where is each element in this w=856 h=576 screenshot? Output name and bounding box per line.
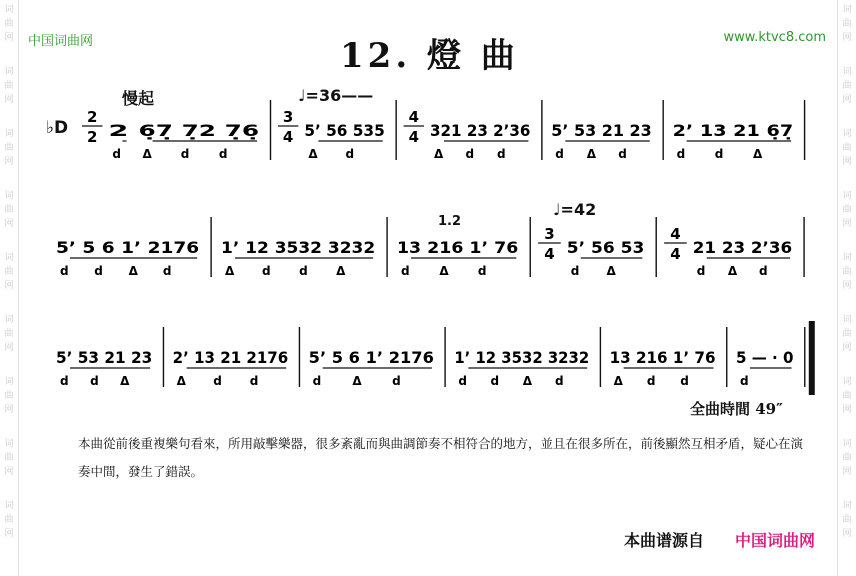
percussion-marker: d bbox=[477, 264, 487, 278]
watermark-char: 词 bbox=[842, 439, 852, 449]
percussion-marker: d bbox=[680, 374, 689, 388]
watermark-char: 曲 bbox=[4, 19, 14, 29]
percussion-marker: d bbox=[213, 374, 222, 388]
time-signature-denominator: 4 bbox=[670, 245, 681, 263]
watermark-char: 网 bbox=[4, 157, 14, 167]
percussion-marker: d bbox=[400, 264, 410, 278]
watermark-char: 曲 bbox=[4, 391, 14, 401]
watermark-char: 网 bbox=[4, 467, 14, 477]
note-group: 5ʼ 56 535 bbox=[304, 121, 385, 140]
time-signature-denominator: 4 bbox=[408, 128, 420, 146]
watermark-char: 词 bbox=[4, 315, 14, 325]
final-barline-thick bbox=[809, 321, 815, 395]
watermark-char: 曲 bbox=[4, 453, 14, 463]
watermark-char: 曲 bbox=[4, 267, 14, 277]
total-time: 全曲時間 49″ bbox=[690, 400, 783, 418]
percussion-marker: d bbox=[262, 264, 271, 278]
percussion-marker: Δ bbox=[225, 264, 235, 278]
percussion-marker: d bbox=[490, 374, 500, 388]
note-group: 5 — · 0 bbox=[735, 348, 794, 367]
percussion-marker: Δ bbox=[142, 147, 152, 161]
site-url-right[interactable]: www.ktvc8.com bbox=[723, 30, 826, 45]
note-group: 321 23 2ʼ36 bbox=[430, 121, 531, 140]
watermark-char: 词 bbox=[842, 191, 852, 201]
watermark-char: 网 bbox=[4, 95, 14, 105]
watermark-char: 网 bbox=[842, 33, 852, 43]
note-group: 1ʼ 12 3532 3232 bbox=[221, 238, 376, 257]
percussion-marker: d bbox=[162, 264, 172, 278]
watermark-char: 网 bbox=[4, 281, 14, 291]
percussion-marker: d bbox=[312, 374, 322, 388]
watermark-char: 曲 bbox=[4, 329, 14, 339]
percussion-marker: d bbox=[458, 374, 467, 388]
watermark-char: 曲 bbox=[842, 19, 852, 29]
percussion-marker: Δ bbox=[128, 264, 138, 278]
source-site-link[interactable]: 中国词曲网 bbox=[735, 531, 816, 550]
time-signature-numerator: 3 bbox=[544, 225, 555, 243]
note-group: 1ʼ 12 3532 3232 bbox=[454, 348, 590, 367]
watermark-char: 词 bbox=[842, 253, 852, 263]
percussion-marker: Δ bbox=[120, 374, 130, 388]
time-signature-numerator: 3 bbox=[282, 108, 294, 126]
volta-mark: 1.2 bbox=[438, 214, 462, 229]
percussion-marker: d bbox=[60, 374, 69, 388]
note-group: 6̣7̣ 7̣2 7̣6̣ bbox=[138, 121, 260, 140]
watermark-char: 网 bbox=[842, 467, 852, 477]
watermark-char: 词 bbox=[4, 377, 14, 387]
watermark-char: 词 bbox=[4, 253, 14, 263]
percussion-marker: d bbox=[94, 264, 103, 278]
metronome-mark-1: ♩=36—— bbox=[298, 86, 374, 105]
note-group: 2ʼ 13 21 2176 bbox=[172, 348, 289, 367]
note-group: 5ʼ 5 6 1ʼ 2176 bbox=[308, 348, 434, 367]
percussion-marker: Δ bbox=[586, 147, 597, 161]
watermark-char: 词 bbox=[842, 315, 852, 325]
watermark-char: 网 bbox=[842, 281, 852, 291]
watermark-char: 曲 bbox=[842, 143, 852, 153]
watermark-char: 曲 bbox=[842, 515, 852, 525]
percussion-marker: Δ bbox=[352, 374, 362, 388]
percussion-marker: d bbox=[696, 264, 706, 278]
note-group: 5ʼ 53 21 23 bbox=[551, 121, 652, 140]
percussion-marker: d bbox=[249, 374, 259, 388]
watermark-char: 网 bbox=[4, 343, 14, 353]
time-signature-numerator: 4 bbox=[670, 225, 681, 243]
watermark-char: 曲 bbox=[4, 205, 14, 215]
metronome-mark-2: ♩=42 bbox=[553, 200, 597, 219]
percussion-marker: Δ bbox=[176, 374, 186, 388]
percussion-marker: d bbox=[345, 147, 355, 161]
watermark-char: 网 bbox=[842, 343, 852, 353]
site-name-left[interactable]: 中国词曲网 bbox=[28, 34, 94, 49]
percussion-marker: Δ bbox=[522, 374, 533, 388]
percussion-marker: d bbox=[112, 147, 122, 161]
watermark-char: 词 bbox=[4, 439, 14, 449]
watermark-char: 词 bbox=[842, 377, 852, 387]
percussion-marker: d bbox=[299, 264, 308, 278]
note-group: 2 bbox=[108, 121, 129, 140]
percussion-marker: d bbox=[496, 147, 506, 161]
watermark-char: 网 bbox=[842, 219, 852, 229]
percussion-marker: d bbox=[218, 147, 228, 161]
watermark-char: 曲 bbox=[842, 205, 852, 215]
watermark-char: 词 bbox=[842, 501, 852, 511]
percussion-marker: d bbox=[739, 374, 749, 388]
watermark-char: 网 bbox=[4, 219, 14, 229]
percussion-marker: d bbox=[90, 374, 99, 388]
watermark-char: 曲 bbox=[4, 143, 14, 153]
watermark-char: 词 bbox=[4, 67, 14, 77]
percussion-marker: Δ bbox=[727, 264, 738, 278]
time-signature-denominator: 4 bbox=[544, 245, 555, 263]
note-group: 21 23 2ʼ36 bbox=[692, 238, 793, 257]
percussion-marker: d bbox=[60, 264, 69, 278]
percussion-marker: d bbox=[570, 264, 580, 278]
time-signature-numerator: 4 bbox=[408, 108, 420, 126]
percussion-marker: Δ bbox=[606, 264, 616, 278]
percussion-marker: d bbox=[555, 147, 564, 161]
watermark-char: 词 bbox=[4, 129, 14, 139]
note-group: 2ʼ 13 21 6̣7̣ bbox=[672, 121, 794, 140]
percussion-marker: d bbox=[618, 147, 627, 161]
watermark-char: 词 bbox=[842, 129, 852, 139]
watermark-char: 曲 bbox=[4, 81, 14, 91]
tempo-marking: 慢起 bbox=[122, 89, 155, 108]
watermark-char: 网 bbox=[842, 95, 852, 105]
key-signature: ♭D bbox=[46, 118, 69, 138]
note-group: 5ʼ 56 53 bbox=[566, 238, 645, 257]
watermark-char: 曲 bbox=[4, 515, 14, 525]
time-signature-denominator: 4 bbox=[282, 128, 294, 146]
watermark-char: 网 bbox=[842, 157, 852, 167]
percussion-marker: d bbox=[714, 147, 724, 161]
note-group: 5ʼ 53 21 23 bbox=[56, 348, 153, 367]
watermark-char: 网 bbox=[4, 33, 14, 43]
time-signature-denominator: 2 bbox=[86, 128, 98, 146]
note-group: 5ʼ 5 6 1ʼ 2176 bbox=[56, 238, 200, 257]
percussion-marker: Δ bbox=[308, 147, 318, 161]
percussion-marker: d bbox=[759, 264, 768, 278]
watermark-char: 词 bbox=[842, 5, 852, 15]
percussion-marker: Δ bbox=[434, 147, 444, 161]
source-label: 本曲谱源自 bbox=[624, 531, 705, 550]
percussion-marker: Δ bbox=[752, 147, 763, 161]
commentary-text: 本曲從前後重複樂句看來，所用敲擊樂器，很多紊亂而與曲調節奏不相符合的地方，並且在很多所在，前後顯然互相矛盾，疑心在演奏中間，發生了錯誤。 bbox=[78, 436, 804, 479]
watermark-char: 词 bbox=[4, 501, 14, 511]
percussion-marker: d bbox=[676, 147, 686, 161]
percussion-marker: d bbox=[392, 374, 401, 388]
percussion-marker: d bbox=[646, 374, 656, 388]
watermark-char: 词 bbox=[4, 191, 14, 201]
watermark-char: 曲 bbox=[842, 267, 852, 277]
percussion-marker: d bbox=[465, 147, 475, 161]
watermark-char: 词 bbox=[842, 67, 852, 77]
watermark-char: 曲 bbox=[842, 81, 852, 91]
percussion-marker: d bbox=[180, 147, 190, 161]
watermark-char: 网 bbox=[842, 529, 852, 539]
percussion-marker: Δ bbox=[613, 374, 623, 388]
percussion-marker: Δ bbox=[439, 264, 449, 278]
watermark-char: 词 bbox=[4, 5, 14, 15]
watermark-char: 网 bbox=[4, 405, 14, 415]
percussion-marker: Δ bbox=[336, 264, 346, 278]
watermark-char: 曲 bbox=[842, 329, 852, 339]
watermark-char: 网 bbox=[4, 529, 14, 539]
time-signature-numerator: 2 bbox=[86, 108, 98, 126]
page-title: 12. 燈 曲 bbox=[340, 36, 519, 76]
note-group: 13 216 1ʼ 76 bbox=[609, 348, 716, 367]
watermark-char: 网 bbox=[842, 405, 852, 415]
watermark-char: 曲 bbox=[842, 453, 852, 463]
percussion-marker: d bbox=[554, 374, 564, 388]
watermark-char: 曲 bbox=[842, 391, 852, 401]
note-group: 13 216 1ʼ 76 bbox=[396, 238, 519, 257]
